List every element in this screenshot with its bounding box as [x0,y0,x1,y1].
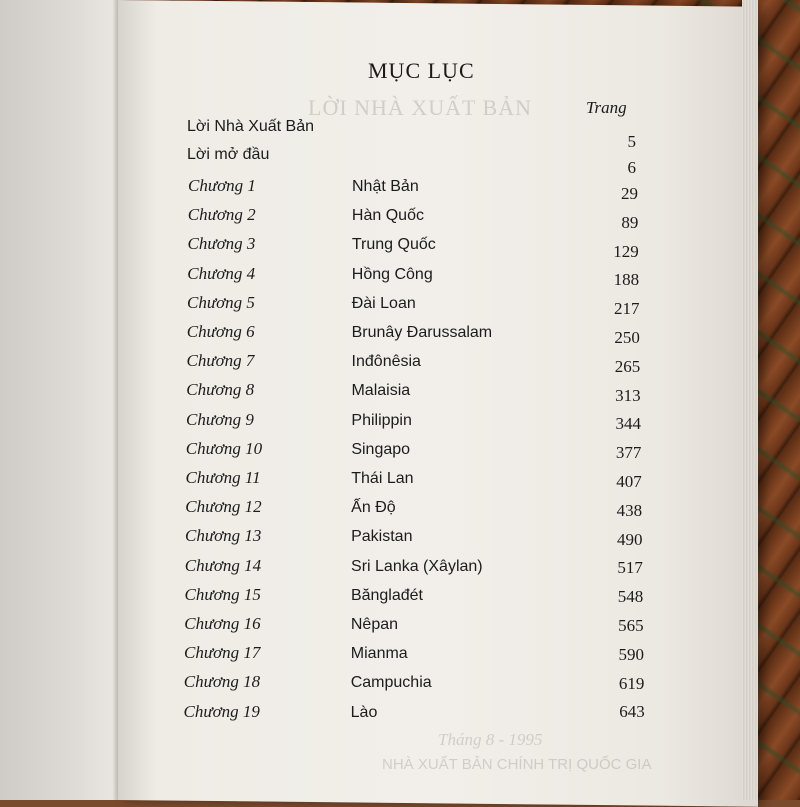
chapter-label: Chương 8 [186,380,255,400]
country-name: Malaisia [351,382,411,400]
chapter-label: Chương 7 [186,351,255,371]
chapter-page: 129 [613,241,639,261]
front-matter-page: 5 [627,132,636,151]
chapter-label: Chương 5 [187,292,255,312]
chapter-page: 344 [615,414,641,434]
chapter-page: 250 [614,328,640,347]
country-name: Singapo [351,440,411,458]
chapter-page: 377 [615,443,642,463]
chapter-label: Chương 10 [185,438,263,458]
country-name: Inđônêsia [351,353,421,371]
country-name: Nhật Bản [352,178,419,195]
country-name: Hàn Quốc [351,207,424,225]
country-name: Sri Lanka (Xâylan) [351,557,483,575]
chapter-page: 438 [616,500,643,520]
front-matter-label: Lời Nhà Xuất Bản [187,118,315,135]
chapter-page: 89 [621,212,639,232]
front-matter-label: Lời mở đầu [187,146,270,163]
country-name: Ấn Độ [351,499,396,517]
chapter-page: 590 [618,644,644,664]
chapter-page: 643 [619,702,645,722]
chapter-label: Chương 4 [187,263,256,283]
toc-title: MỤC LỤC [368,58,475,83]
chapter-page: 188 [613,270,640,290]
country-name: Thái Lan [351,470,414,487]
left-facing-page [0,0,122,800]
country-name: Philippin [351,411,412,429]
chapter-label: Chương 18 [183,672,261,692]
chapter-label: Chương 14 [184,555,262,575]
showthrough-date: Tháng 8 - 1995 [438,730,543,749]
chapter-label: Chương 2 [187,205,256,225]
chapter-page: 313 [615,385,641,405]
chapter-label: Chương 19 [183,701,260,721]
chapter-label: Chương 11 [185,468,261,487]
country-name: Brunây Đarussalam [351,324,493,341]
chapter-page: 490 [617,529,643,549]
country-name: Mianma [350,645,408,663]
chapter-label: Chương 1 [188,176,256,195]
chapter-label: Chương 3 [187,234,256,254]
chapter-page: 407 [616,472,642,491]
country-name: Trung Quốc [351,236,436,254]
country-name: Campuchia [350,674,432,692]
country-name: Đài Loan [351,294,416,312]
chapter-label: Chương 16 [184,614,261,633]
country-name: Bănglađét [350,586,423,604]
chapter-page: 29 [621,184,638,203]
page-column-header: Trang [586,98,627,117]
chapter-label: Chương 13 [185,526,262,546]
chapter-label: Chương 12 [185,497,262,517]
chapter-page: 619 [618,673,645,693]
chapter-page: 217 [614,299,640,319]
page-stack-edge [742,0,758,800]
chapter-page: 565 [618,616,644,635]
chapter-page: 517 [617,558,643,578]
chapter-label: Chương 6 [186,322,255,341]
country-name: Pakistan [351,528,413,546]
country-name: Hồng Công [351,265,433,283]
showthrough-publisher: NHÀ XUẤT BẢN CHÍNH TRỊ QUỐC GIA [382,756,652,773]
chapter-label: Chương 17 [184,643,261,663]
chapter-page: 548 [617,587,644,607]
showthrough-heading: LỜI NHÀ XUẤT BẢN [308,95,532,120]
country-name: Nêpan [350,616,399,633]
front-matter-page: 6 [627,158,636,177]
chapter-label: Chương 15 [184,584,261,604]
country-name: Lào [350,703,378,721]
chapter-page: 265 [614,356,641,376]
chapter-label: Chương 9 [186,409,254,429]
